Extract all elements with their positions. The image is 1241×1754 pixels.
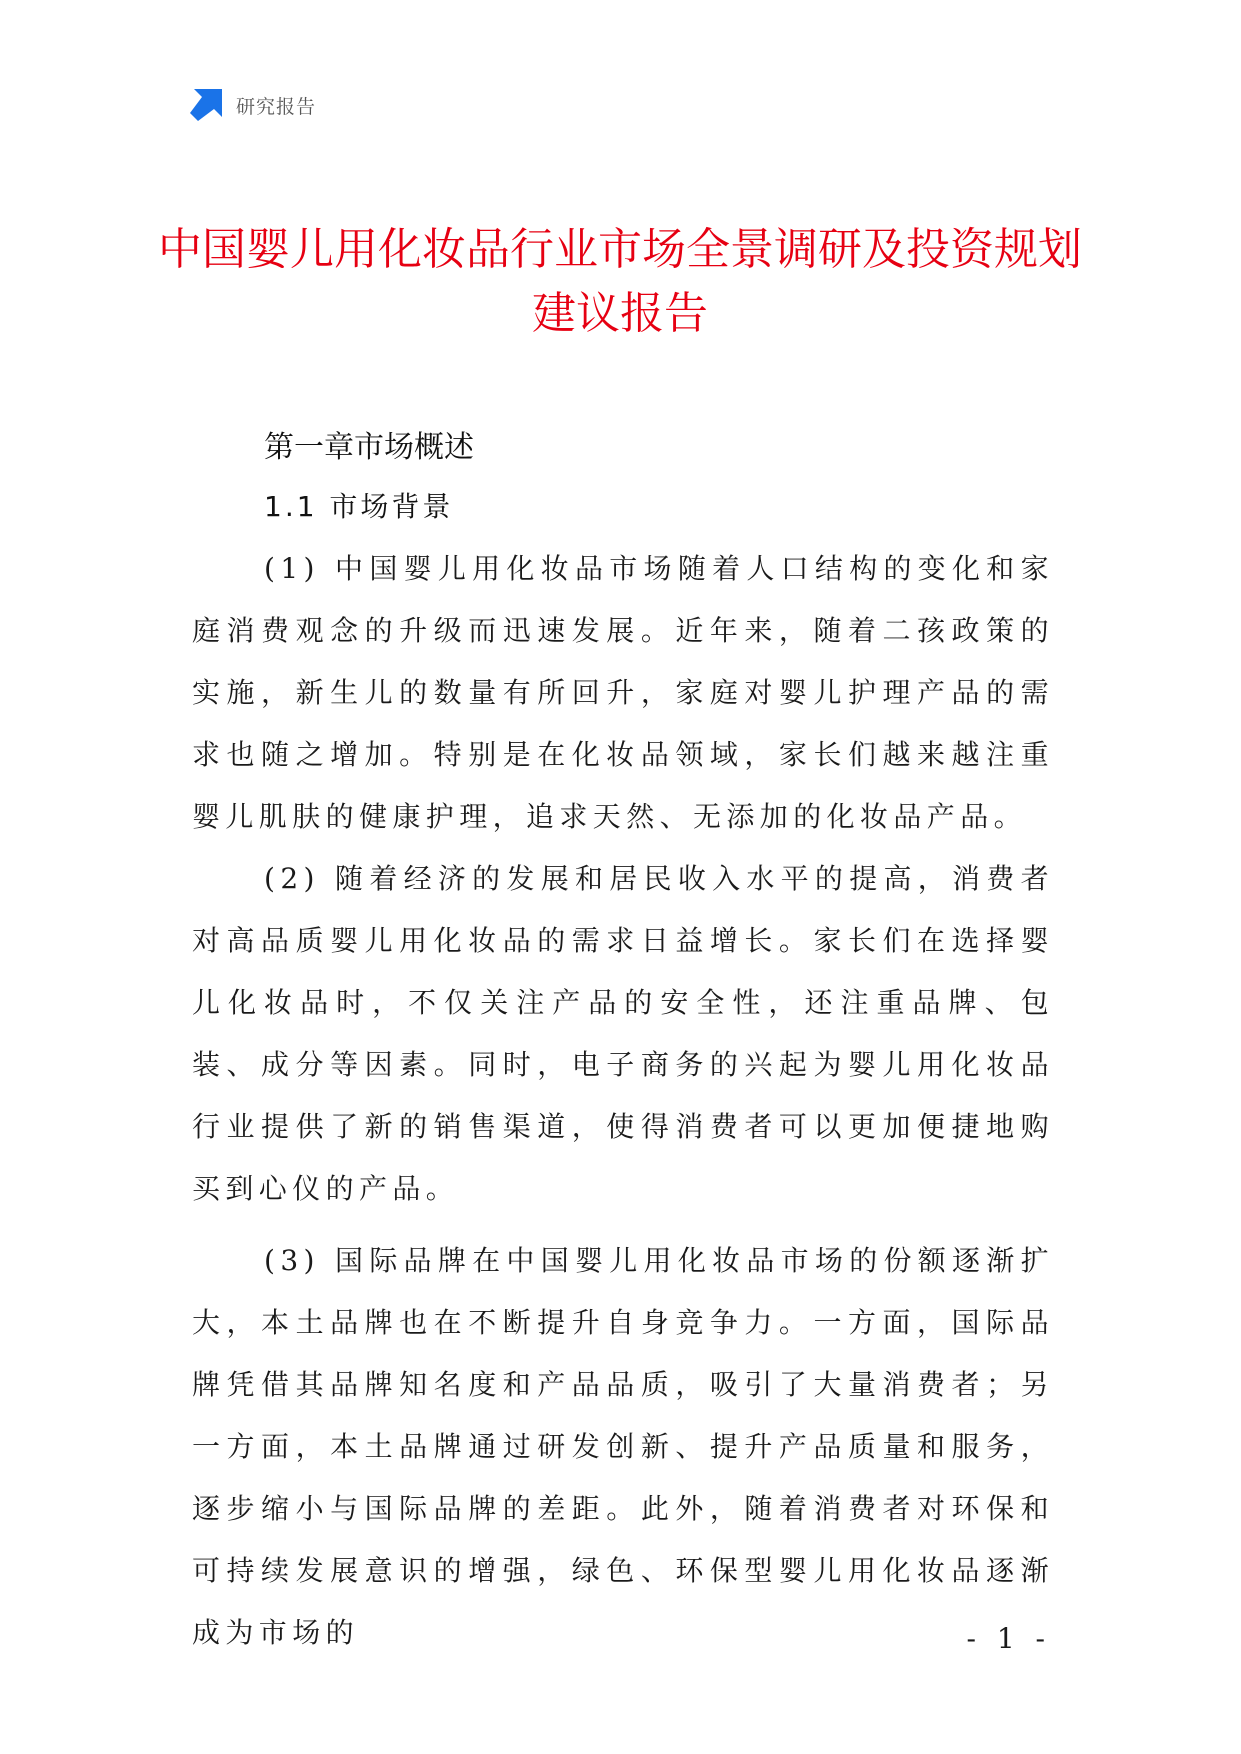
document-title: 中国婴儿用化妆品行业市场全景调研及投资规划建议报告: [158, 224, 1082, 339]
report-header: [190, 88, 316, 122]
paragraph-2: (2) 随着经济的发展和居民收入水平的提高，消费者对高品质婴儿用化妆品的需求日益增长。家长们在选择婴儿化妆品时，不仅关注产品的安全性，还注重品牌、包装、成分等因素。同时，电子商务的兴起为婴儿用化妆品行业提供了新的销售渠道，使得消费者可以更加便捷地购买到心仪的产品。: [192, 862, 1054, 1205]
document-body: [192, 420, 1054, 1664]
section-heading: 1.1 市场背景: [264, 490, 454, 523]
arrow-up-right-icon: [190, 89, 222, 121]
header-label: 研究报告: [236, 95, 317, 118]
chapter-heading: 第一章市场概述: [264, 430, 474, 465]
paragraph-1: (1) 中国婴儿用化妆品市场随着人口结构的变化和家庭消费观念的升级而迅速发展。近年来，随着二孩政策的实施，新生儿的数量有所回升，家庭对婴儿护理产品的需求也随之增加。特别是在化妆品领域，家长们越来越注重婴儿肌肤的健康护理，追求天然、无添加的化妆品产品。: [192, 552, 1054, 833]
page-number: - 1 -: [966, 1622, 1051, 1655]
paragraph-3: (3) 国际品牌在中国婴儿用化妆品市场的份额逐渐扩大，本土品牌也在不断提升自身竞争力。一方面，国际品牌凭借其品牌知名度和产品品质，吸引了大量消费者；另一方面，本土品牌通过研发创新、提升产品质量和服务，逐步缩小与国际品牌的差距。此外，随着消费者对环保和可持续发展意识的增强，绿色、环保型婴儿用化妆品逐渐成为市场的: [192, 1244, 1054, 1649]
